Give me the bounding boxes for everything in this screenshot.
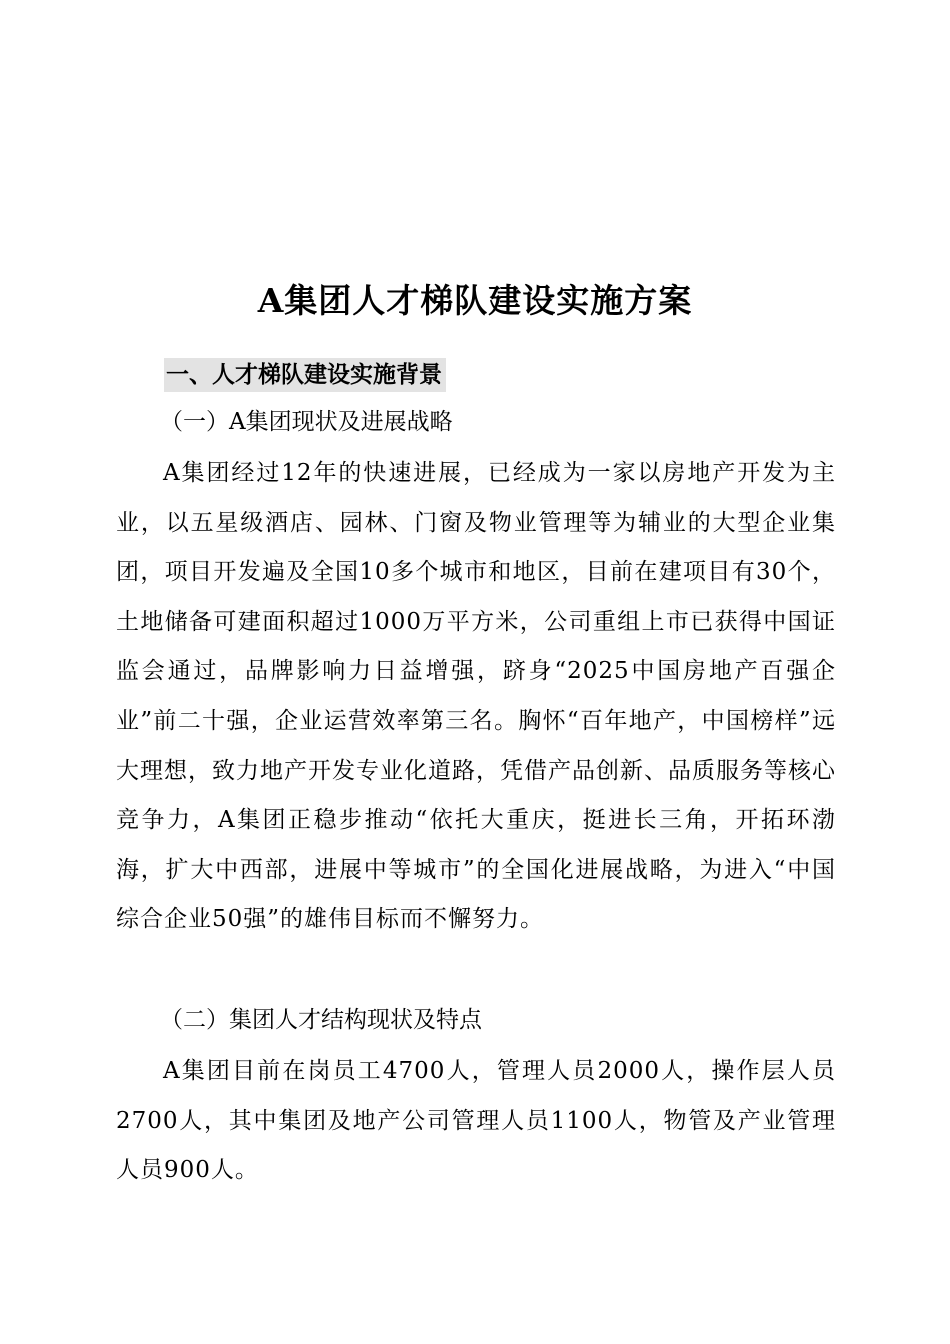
document-title: A集团人才梯队建设实施方案 <box>257 281 693 320</box>
subsection-heading-talent-structure: （二）集团人才结构现状及特点 <box>160 1007 482 1033</box>
paragraph-talent-structure: A集团目前在岗员工4700人，管理人员2000人，操作层人员2700人，其中集团及地产公司管理人员1100人，物管及产业管理人员900人。 <box>116 1058 836 1184</box>
section-heading-background: 一、人才梯队建设实施背景 <box>164 358 446 392</box>
paragraph-status-strategy: A集团经过12年的快速进展，已经成为一家以房地产开发为主业，以五星级酒店、园林、门窗及物业管理等为辅业的大型企业集团，项目开发遍及全国10多个城市和地区，目前在建项目有30个，土地储备可建面积超过1000万平方米，公司重组上市已获得中国证监会通过，品牌影响力日益增强，跻身“2025中国房地产百强企业”前二十强，企业运营效率第三名。胸怀“百年地产，中国榜样”远大理想，致力地产开发专业化道路，凭借产品创新、品质服务等核心竞争力，A集团正稳步推动“依托大重庆，挺进长三角，开拓环渤海，扩大中西部，进展中等城市”的全国化进展战略，为进入“中国综合企业50强”的雄伟目标而不懈努力。 <box>116 460 836 933</box>
subsection-heading-status-strategy: （一）A集团现状及进展战略 <box>160 409 453 435</box>
